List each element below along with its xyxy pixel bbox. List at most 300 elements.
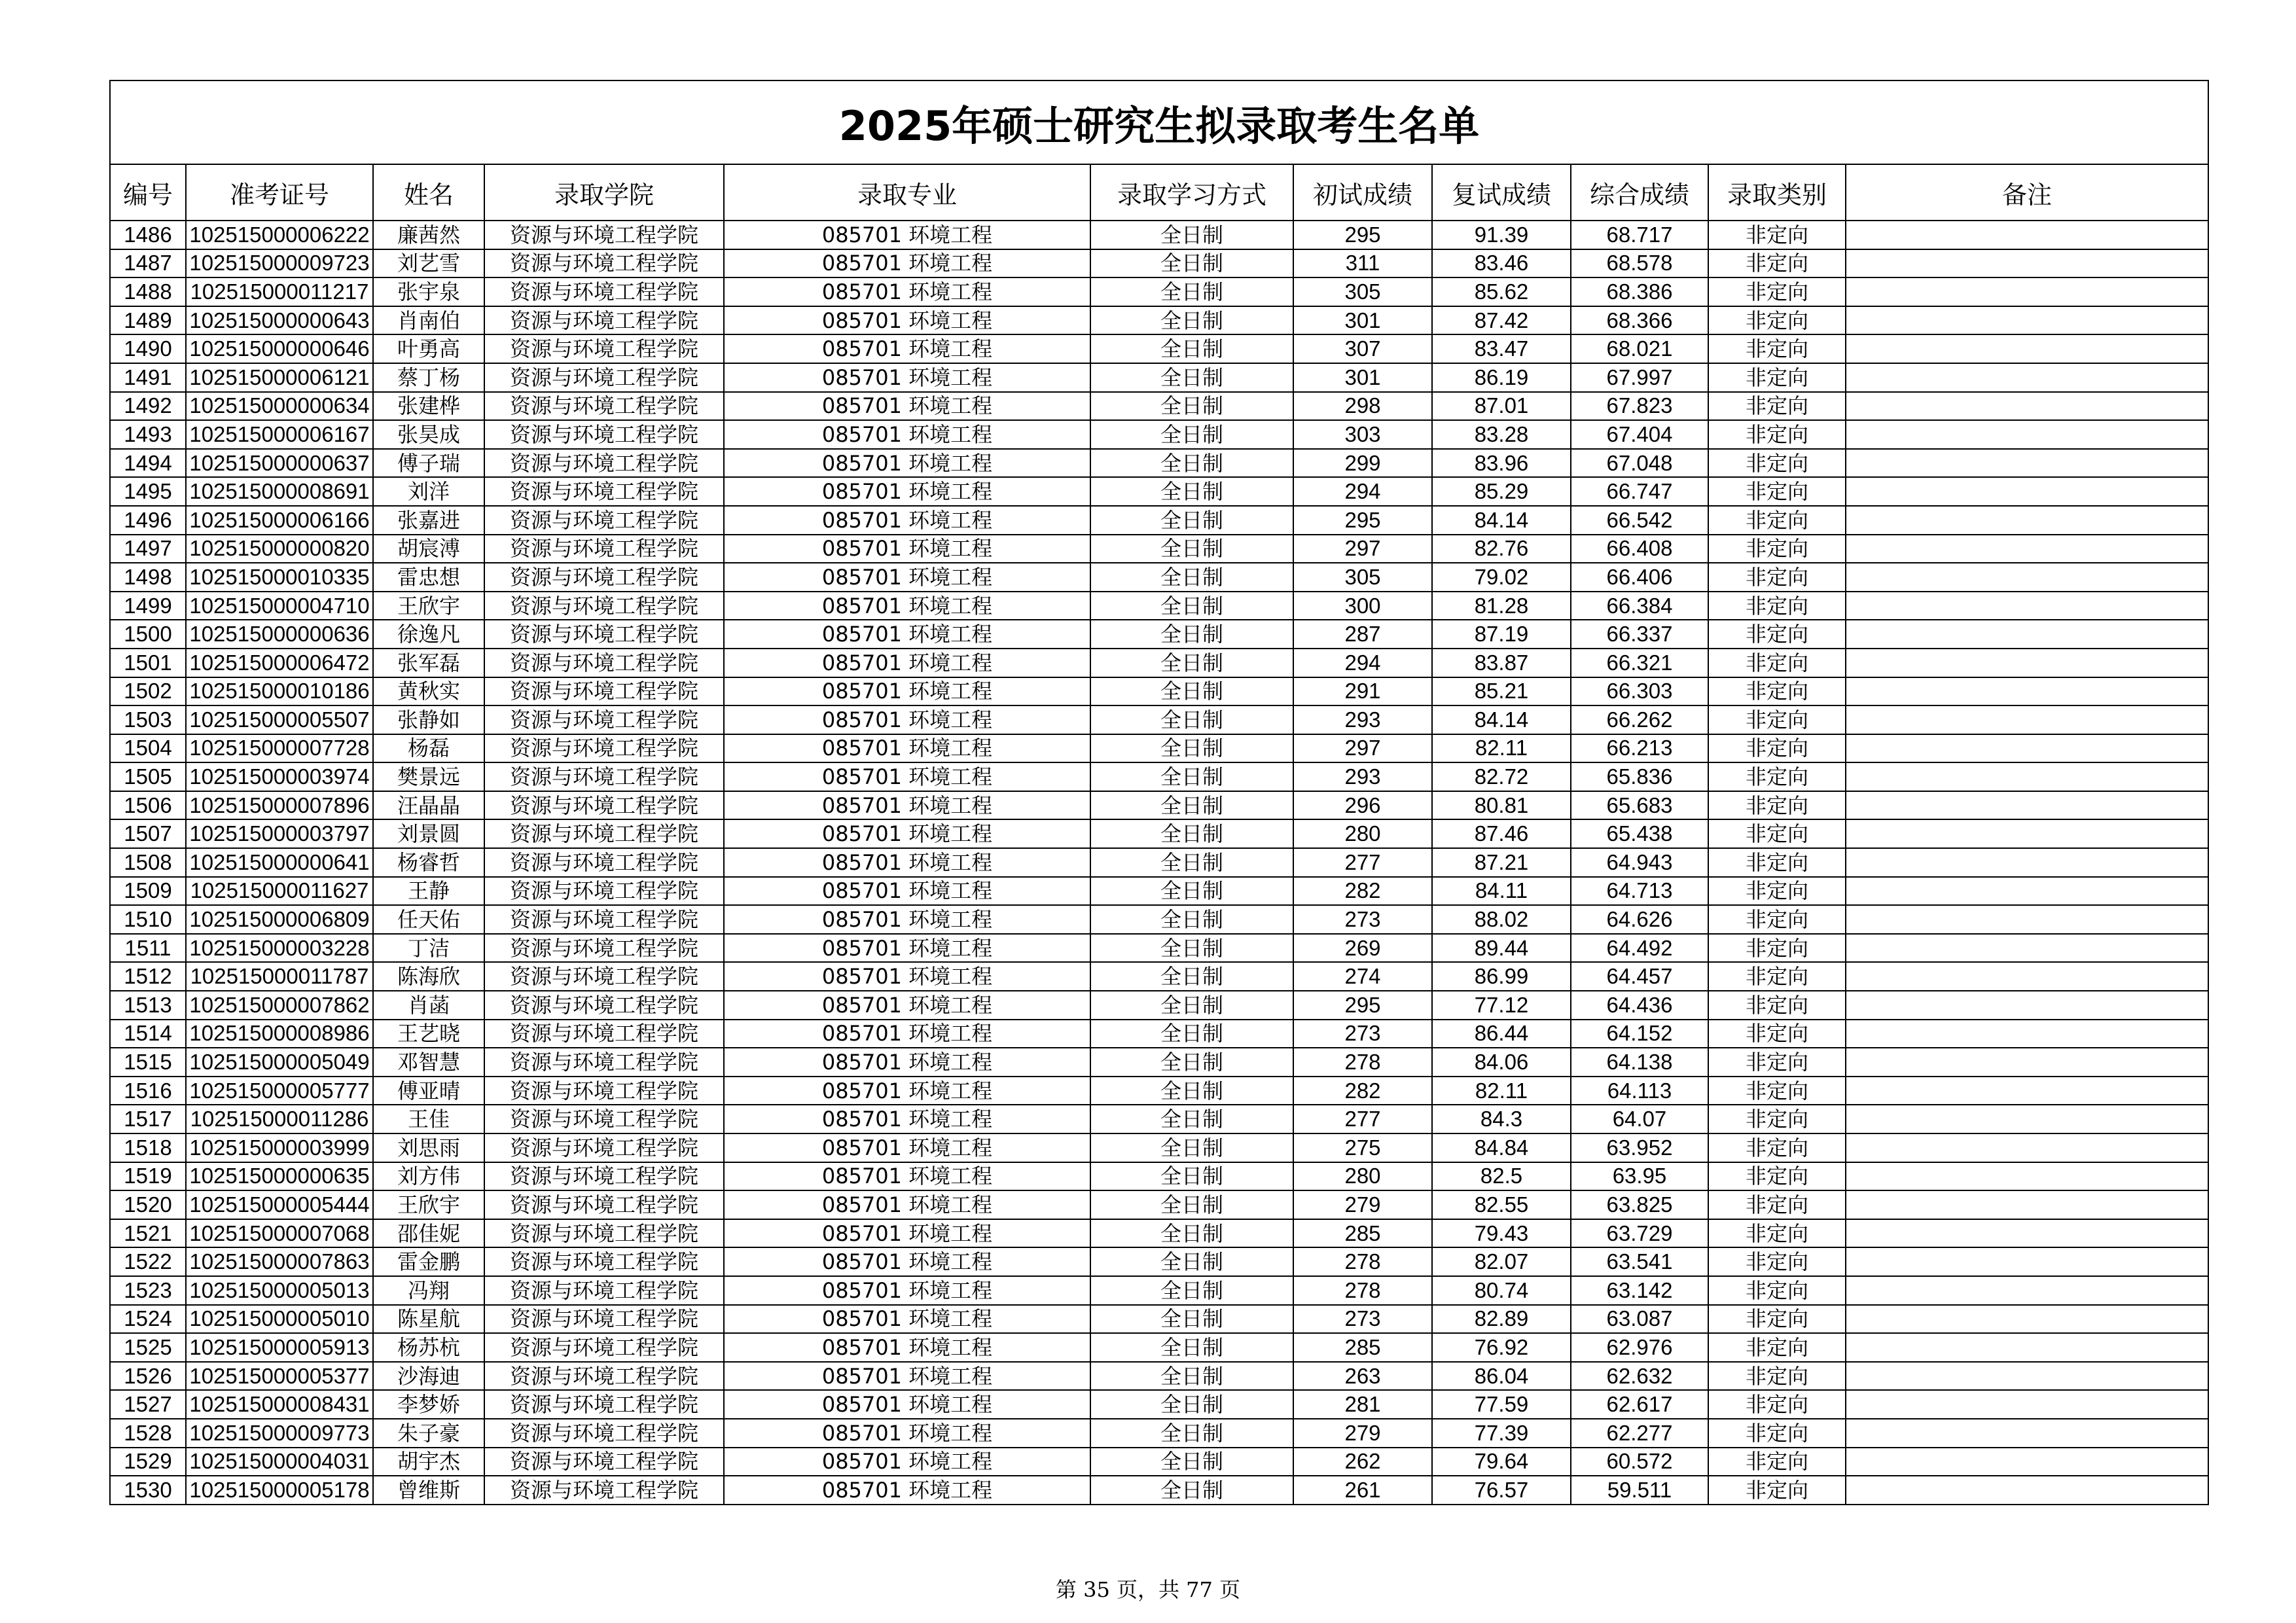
college-cell: 资源与环境工程学院 [484,506,724,535]
table-row [110,1219,2208,1248]
major-cell: 085701 环境工程 [724,592,1090,620]
study-mode-cell: 全日制 [1090,819,1293,848]
study-mode-cell: 全日制 [1090,334,1293,363]
major-cell: 085701 环境工程 [724,1020,1090,1048]
header-college: 录取学院 [484,164,724,221]
college-cell: 资源与环境工程学院 [484,535,724,563]
college-cell: 资源与环境工程学院 [484,1333,724,1362]
college-cell: 资源与环境工程学院 [484,306,724,335]
id-cell: 1490 [110,334,186,363]
name-cell: 樊景远 [373,762,484,791]
major-cell: 085701 环境工程 [724,563,1090,592]
remarks-cell [1846,1048,2208,1077]
name-cell: 王静 [373,877,484,906]
study-mode-cell: 全日制 [1090,962,1293,991]
id-cell: 1493 [110,420,186,449]
admission-type-cell: 非定向 [1708,1305,1846,1334]
total-score-cell: 63.825 [1571,1190,1708,1219]
id-cell: 1514 [110,1020,186,1048]
retest-score-cell: 81.28 [1432,592,1571,620]
college-cell: 资源与环境工程学院 [484,1247,724,1276]
id-cell: 1491 [110,363,186,392]
table-row [110,705,2208,734]
exam-number-cell: 102515000005049 [186,1048,373,1077]
exam-number-cell: 102515000005178 [186,1476,373,1505]
college-cell: 资源与环境工程学院 [484,221,724,249]
id-cell: 1492 [110,392,186,421]
college-cell: 资源与环境工程学院 [484,449,724,478]
total-score-cell: 63.95 [1571,1162,1708,1191]
admission-type-cell: 非定向 [1708,449,1846,478]
initial-score-cell: 291 [1293,677,1432,706]
remarks-cell [1846,277,2208,306]
exam-number-cell: 102515000007862 [186,991,373,1020]
table-row [110,734,2208,763]
major-cell: 085701 环境工程 [724,705,1090,734]
exam-number-cell: 102515000011217 [186,277,373,306]
admission-type-cell: 非定向 [1708,991,1846,1020]
header-id: 编号 [110,164,186,221]
retest-score-cell: 79.02 [1432,563,1571,592]
table-row [110,1077,2208,1105]
exam-number-cell: 102515000011286 [186,1105,373,1133]
total-score-cell: 64.113 [1571,1077,1708,1105]
name-cell: 冯翔 [373,1276,484,1305]
retest-score-cell: 83.47 [1432,334,1571,363]
study-mode-cell: 全日制 [1090,535,1293,563]
remarks-cell [1846,249,2208,278]
retest-score-cell: 76.57 [1432,1476,1571,1505]
exam-number-cell: 102515000004031 [186,1448,373,1476]
remarks-cell [1846,991,2208,1020]
remarks-cell [1846,535,2208,563]
table-row [110,392,2208,421]
table-row [110,1390,2208,1419]
study-mode-cell: 全日制 [1090,420,1293,449]
name-cell: 张建桦 [373,392,484,421]
major-cell: 085701 环境工程 [724,1390,1090,1419]
header-study-mode: 录取学习方式 [1090,164,1293,221]
study-mode-cell: 全日制 [1090,791,1293,820]
retest-score-cell: 85.21 [1432,677,1571,706]
id-cell: 1511 [110,934,186,963]
study-mode-cell: 全日制 [1090,848,1293,877]
study-mode-cell: 全日制 [1090,277,1293,306]
id-cell: 1502 [110,677,186,706]
study-mode-cell: 全日制 [1090,506,1293,535]
table-row [110,277,2208,306]
major-cell: 085701 环境工程 [724,1105,1090,1133]
college-cell: 资源与环境工程学院 [484,1133,724,1162]
major-cell: 085701 环境工程 [724,420,1090,449]
name-cell: 张静如 [373,705,484,734]
total-score-cell: 60.572 [1571,1448,1708,1476]
name-cell: 雷忠想 [373,563,484,592]
college-cell: 资源与环境工程学院 [484,848,724,877]
total-score-cell: 65.438 [1571,819,1708,848]
id-cell: 1500 [110,620,186,649]
header-initial-score: 初试成绩 [1293,164,1432,221]
college-cell: 资源与环境工程学院 [484,334,724,363]
remarks-cell [1846,449,2208,478]
remarks-cell [1846,877,2208,906]
name-cell: 刘艺雪 [373,249,484,278]
total-score-cell: 64.492 [1571,934,1708,963]
admission-type-cell: 非定向 [1708,334,1846,363]
name-cell: 汪晶晶 [373,791,484,820]
remarks-cell [1846,1419,2208,1448]
id-cell: 1504 [110,734,186,763]
retest-score-cell: 88.02 [1432,905,1571,934]
initial-score-cell: 307 [1293,334,1432,363]
retest-score-cell: 82.07 [1432,1247,1571,1276]
total-score-cell: 64.943 [1571,848,1708,877]
major-cell: 085701 环境工程 [724,1419,1090,1448]
exam-number-cell: 102515000006167 [186,420,373,449]
id-cell: 1521 [110,1219,186,1248]
table-row [110,1162,2208,1191]
total-score-cell: 63.541 [1571,1247,1708,1276]
name-cell: 张昊成 [373,420,484,449]
major-cell: 085701 环境工程 [724,934,1090,963]
table-row [110,449,2208,478]
remarks-cell [1846,1077,2208,1105]
initial-score-cell: 280 [1293,1162,1432,1191]
major-cell: 085701 环境工程 [724,762,1090,791]
major-cell: 085701 环境工程 [724,1333,1090,1362]
table-row [110,563,2208,592]
remarks-cell [1846,392,2208,421]
college-cell: 资源与环境工程学院 [484,1419,724,1448]
exam-number-cell: 102515000010186 [186,677,373,706]
exam-number-cell: 102515000010335 [186,563,373,592]
retest-score-cell: 79.43 [1432,1219,1571,1248]
admission-type-cell: 非定向 [1708,877,1846,906]
major-cell: 085701 环境工程 [724,1448,1090,1476]
college-cell: 资源与环境工程学院 [484,1048,724,1077]
total-score-cell: 64.138 [1571,1048,1708,1077]
exam-number-cell: 102515000005444 [186,1190,373,1219]
table-row [110,334,2208,363]
initial-score-cell: 305 [1293,277,1432,306]
id-cell: 1495 [110,477,186,506]
remarks-cell [1846,848,2208,877]
study-mode-cell: 全日制 [1090,1305,1293,1334]
college-cell: 资源与环境工程学院 [484,1305,724,1334]
id-cell: 1507 [110,819,186,848]
table-header-row [110,164,2208,221]
table-row [110,620,2208,649]
retest-score-cell: 87.42 [1432,306,1571,335]
admission-type-cell: 非定向 [1708,277,1846,306]
major-cell: 085701 环境工程 [724,620,1090,649]
total-score-cell: 59.511 [1571,1476,1708,1505]
college-cell: 资源与环境工程学院 [484,420,724,449]
initial-score-cell: 281 [1293,1390,1432,1419]
exam-number-cell: 102515000000634 [186,392,373,421]
name-cell: 肖菡 [373,991,484,1020]
retest-score-cell: 87.46 [1432,819,1571,848]
remarks-cell [1846,905,2208,934]
retest-score-cell: 84.11 [1432,877,1571,906]
total-score-cell: 68.578 [1571,249,1708,278]
total-score-cell: 63.142 [1571,1276,1708,1305]
study-mode-cell: 全日制 [1090,620,1293,649]
initial-score-cell: 294 [1293,649,1432,677]
retest-score-cell: 83.46 [1432,249,1571,278]
total-score-cell: 62.277 [1571,1419,1708,1448]
page-title: 2025年硕士研究生拟录取考生名单 [110,80,2208,164]
study-mode-cell: 全日制 [1090,677,1293,706]
exam-number-cell: 102515000000636 [186,620,373,649]
study-mode-cell: 全日制 [1090,1133,1293,1162]
name-cell: 杨苏杭 [373,1333,484,1362]
id-cell: 1515 [110,1048,186,1077]
total-score-cell: 66.747 [1571,477,1708,506]
major-cell: 085701 环境工程 [724,1362,1090,1391]
college-cell: 资源与环境工程学院 [484,1162,724,1191]
initial-score-cell: 311 [1293,249,1432,278]
admission-type-cell: 非定向 [1708,363,1846,392]
name-cell: 黄秋实 [373,677,484,706]
study-mode-cell: 全日制 [1090,762,1293,791]
exam-number-cell: 102515000007728 [186,734,373,763]
remarks-cell [1846,734,2208,763]
table-row [110,848,2208,877]
total-score-cell: 66.542 [1571,506,1708,535]
exam-number-cell: 102515000004710 [186,592,373,620]
study-mode-cell: 全日制 [1090,1362,1293,1391]
initial-score-cell: 278 [1293,1048,1432,1077]
total-score-cell: 68.386 [1571,277,1708,306]
name-cell: 蔡丁杨 [373,363,484,392]
initial-score-cell: 294 [1293,477,1432,506]
id-cell: 1488 [110,277,186,306]
college-cell: 资源与环境工程学院 [484,392,724,421]
total-score-cell: 68.021 [1571,334,1708,363]
table-row [110,477,2208,506]
major-cell: 085701 环境工程 [724,1048,1090,1077]
college-cell: 资源与环境工程学院 [484,819,724,848]
remarks-cell [1846,962,2208,991]
admission-type-cell: 非定向 [1708,734,1846,763]
exam-number-cell: 102515000005913 [186,1333,373,1362]
exam-number-cell: 102515000005377 [186,1362,373,1391]
table-row [110,1362,2208,1391]
remarks-cell [1846,620,2208,649]
study-mode-cell: 全日制 [1090,1476,1293,1505]
name-cell: 朱子豪 [373,1419,484,1448]
name-cell: 王佳 [373,1105,484,1133]
exam-number-cell: 102515000000643 [186,306,373,335]
major-cell: 085701 环境工程 [724,1219,1090,1248]
major-cell: 085701 环境工程 [724,1077,1090,1105]
total-score-cell: 65.683 [1571,791,1708,820]
major-cell: 085701 环境工程 [724,991,1090,1020]
remarks-cell [1846,1133,2208,1162]
exam-number-cell: 102515000007896 [186,791,373,820]
initial-score-cell: 293 [1293,762,1432,791]
admission-type-cell: 非定向 [1708,934,1846,963]
id-cell: 1512 [110,962,186,991]
table-row [110,249,2208,278]
initial-score-cell: 273 [1293,905,1432,934]
table-row [110,677,2208,706]
id-cell: 1513 [110,991,186,1020]
initial-score-cell: 279 [1293,1419,1432,1448]
total-score-cell: 64.713 [1571,877,1708,906]
name-cell: 王欣宇 [373,592,484,620]
major-cell: 085701 环境工程 [724,1190,1090,1219]
study-mode-cell: 全日制 [1090,363,1293,392]
study-mode-cell: 全日制 [1090,592,1293,620]
college-cell: 资源与环境工程学院 [484,905,724,934]
exam-number-cell: 102515000006121 [186,363,373,392]
total-score-cell: 67.997 [1571,363,1708,392]
college-cell: 资源与环境工程学院 [484,934,724,963]
id-cell: 1520 [110,1190,186,1219]
retest-score-cell: 89.44 [1432,934,1571,963]
name-cell: 廉茜然 [373,221,484,249]
name-cell: 李梦娇 [373,1390,484,1419]
study-mode-cell: 全日制 [1090,563,1293,592]
admission-type-cell: 非定向 [1708,1190,1846,1219]
id-cell: 1497 [110,535,186,563]
table-row [110,1276,2208,1305]
study-mode-cell: 全日制 [1090,1448,1293,1476]
name-cell: 邓智慧 [373,1048,484,1077]
retest-score-cell: 86.99 [1432,962,1571,991]
id-cell: 1527 [110,1390,186,1419]
major-cell: 085701 环境工程 [724,1276,1090,1305]
initial-score-cell: 285 [1293,1333,1432,1362]
study-mode-cell: 全日制 [1090,705,1293,734]
header-major: 录取专业 [724,164,1090,221]
exam-number-cell: 102515000005777 [186,1077,373,1105]
admission-type-cell: 非定向 [1708,649,1846,677]
study-mode-cell: 全日制 [1090,905,1293,934]
study-mode-cell: 全日制 [1090,1276,1293,1305]
major-cell: 085701 环境工程 [724,449,1090,478]
name-cell: 肖南伯 [373,306,484,335]
name-cell: 王欣宇 [373,1190,484,1219]
college-cell: 资源与环境工程学院 [484,1190,724,1219]
total-score-cell: 62.632 [1571,1362,1708,1391]
retest-score-cell: 82.11 [1432,734,1571,763]
retest-score-cell: 82.5 [1432,1162,1571,1191]
table-row [110,934,2208,963]
remarks-cell [1846,649,2208,677]
exam-number-cell: 102515000009723 [186,249,373,278]
initial-score-cell: 295 [1293,991,1432,1020]
initial-score-cell: 301 [1293,306,1432,335]
college-cell: 资源与环境工程学院 [484,677,724,706]
remarks-cell [1846,819,2208,848]
total-score-cell: 66.213 [1571,734,1708,763]
retest-score-cell: 77.12 [1432,991,1571,1020]
total-score-cell: 66.303 [1571,677,1708,706]
admission-type-cell: 非定向 [1708,535,1846,563]
retest-score-cell: 86.04 [1432,1362,1571,1391]
id-cell: 1499 [110,592,186,620]
college-cell: 资源与环境工程学院 [484,734,724,763]
study-mode-cell: 全日制 [1090,934,1293,963]
initial-score-cell: 295 [1293,221,1432,249]
total-score-cell: 63.729 [1571,1219,1708,1248]
remarks-cell [1846,306,2208,335]
retest-score-cell: 83.96 [1432,449,1571,478]
study-mode-cell: 全日制 [1090,1190,1293,1219]
admission-type-cell: 非定向 [1708,592,1846,620]
exam-number-cell: 102515000005010 [186,1305,373,1334]
name-cell: 任天佑 [373,905,484,934]
admission-type-cell: 非定向 [1708,620,1846,649]
table-row [110,1476,2208,1505]
name-cell: 刘方伟 [373,1162,484,1191]
id-cell: 1494 [110,449,186,478]
table-row [110,363,2208,392]
table-row [110,991,2208,1020]
initial-score-cell: 280 [1293,819,1432,848]
exam-number-cell: 102515000003797 [186,819,373,848]
exam-number-cell: 102515000003974 [186,762,373,791]
major-cell: 085701 环境工程 [724,392,1090,421]
major-cell: 085701 环境工程 [724,221,1090,249]
name-cell: 雷金鹏 [373,1247,484,1276]
major-cell: 085701 环境工程 [724,477,1090,506]
admission-type-cell: 非定向 [1708,1077,1846,1105]
major-cell: 085701 环境工程 [724,819,1090,848]
remarks-cell [1846,677,2208,706]
id-cell: 1509 [110,877,186,906]
admission-type-cell: 非定向 [1708,1162,1846,1191]
table-row [110,592,2208,620]
exam-number-cell: 102515000003228 [186,934,373,963]
major-cell: 085701 环境工程 [724,535,1090,563]
retest-score-cell: 91.39 [1432,221,1571,249]
total-score-cell: 67.048 [1571,449,1708,478]
college-cell: 资源与环境工程学院 [484,649,724,677]
initial-score-cell: 300 [1293,592,1432,620]
id-cell: 1524 [110,1305,186,1334]
major-cell: 085701 环境工程 [724,506,1090,535]
initial-score-cell: 295 [1293,506,1432,535]
admission-type-cell: 非定向 [1708,1276,1846,1305]
initial-score-cell: 282 [1293,1077,1432,1105]
retest-score-cell: 76.92 [1432,1333,1571,1362]
name-cell: 杨睿哲 [373,848,484,877]
admission-type-cell: 非定向 [1708,306,1846,335]
total-score-cell: 66.337 [1571,620,1708,649]
admission-type-cell: 非定向 [1708,1476,1846,1505]
college-cell: 资源与环境工程学院 [484,762,724,791]
admission-type-cell: 非定向 [1708,249,1846,278]
major-cell: 085701 环境工程 [724,848,1090,877]
remarks-cell [1846,1333,2208,1362]
initial-score-cell: 263 [1293,1362,1432,1391]
name-cell: 杨磊 [373,734,484,763]
id-cell: 1522 [110,1247,186,1276]
admission-type-cell: 非定向 [1708,1247,1846,1276]
header-remarks: 备注 [1846,164,2208,221]
exam-number-cell: 102515000009773 [186,1419,373,1448]
id-cell: 1506 [110,791,186,820]
table-row [110,877,2208,906]
admission-type-cell: 非定向 [1708,962,1846,991]
study-mode-cell: 全日制 [1090,1077,1293,1105]
admission-type-cell: 非定向 [1708,1448,1846,1476]
admission-type-cell: 非定向 [1708,392,1846,421]
